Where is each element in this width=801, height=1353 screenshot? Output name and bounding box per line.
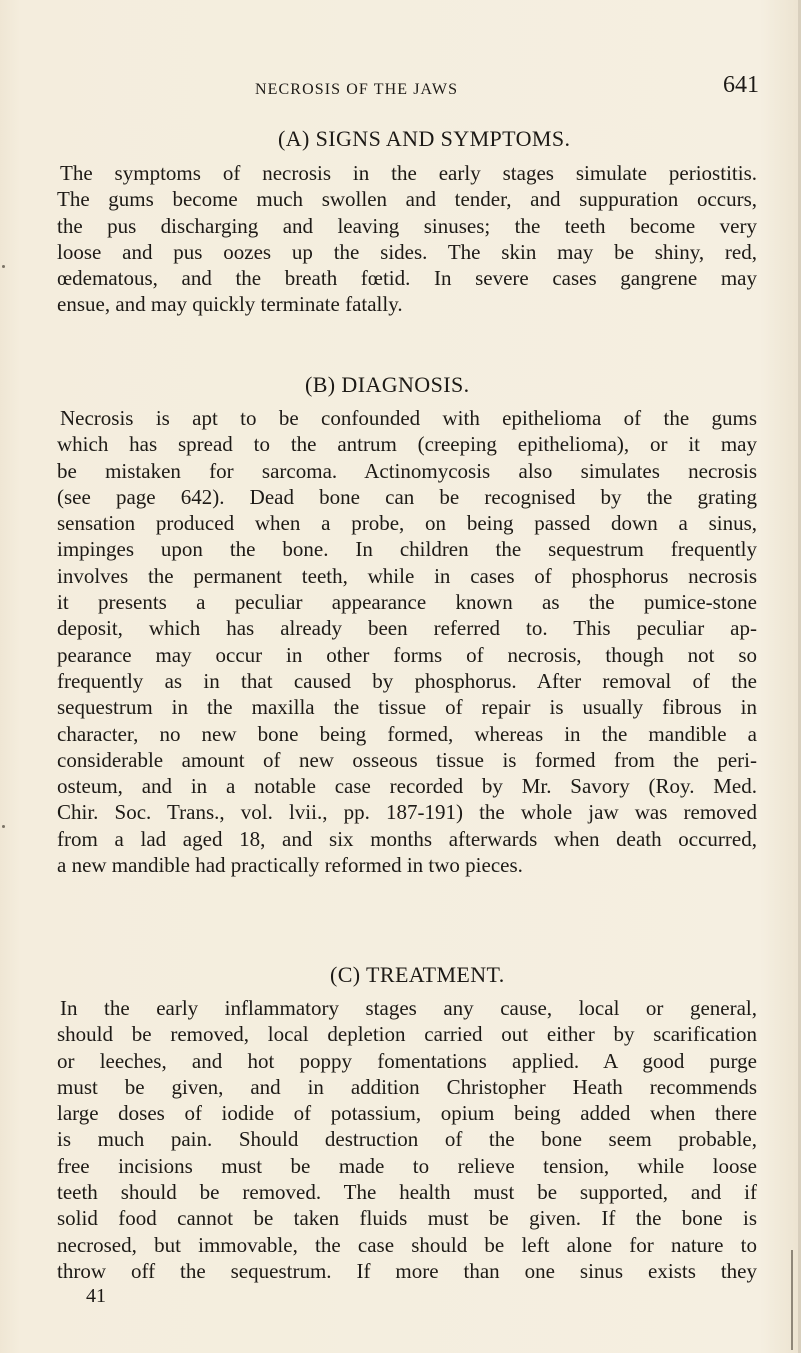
text-line: is much pain. Should destruction of the bone seem probable,: [57, 1127, 757, 1152]
text-line: or leeches, and hot poppy fomentations applied. A good purge: [57, 1048, 757, 1073]
binding-mark: [791, 1250, 793, 1350]
text-line: large doses of iodide of potassium, opium being added when there: [57, 1101, 757, 1126]
paragraph-treatment: [57, 995, 757, 1284]
text-line: Necrosis is apt to be confounded with epithelioma of the gums: [60, 406, 757, 430]
text-line: solid food cannot be taken fluids must be given. If the bone is: [57, 1206, 757, 1231]
text-line: it presents a peculiar appearance known as the pumice-stone: [57, 590, 757, 615]
section-heading-diagnosis: (B) DIAGNOSIS.: [305, 372, 470, 397]
text-line: impinges upon the bone. In children the sequestrum frequently: [57, 537, 757, 562]
text-line: osteum, and in a notable case recorded by Mr. Savory (Roy. Med.: [57, 774, 757, 799]
section-heading-treatment: (C) TREATMENT.: [330, 962, 505, 987]
text-line: deposit, which has already been referred to. This peculiar ap-: [57, 616, 757, 641]
text-line: considerable amount of new osseous tissue is formed from the peri-: [57, 747, 757, 772]
text-line: Chir. Soc. Trans., vol. lvii., pp. 187-191) the whole jaw was removed: [57, 800, 757, 825]
text-line: from a lad aged 18, and six months afterwards when death occurred,: [57, 826, 757, 851]
paragraph-signs-symptoms: [57, 160, 757, 318]
section-heading-signs-symptoms: (A) SIGNS AND SYMPTOMS.: [278, 126, 571, 151]
text-line: must be given, and in addition Christopher Heath recommends: [57, 1074, 757, 1099]
edge-spot: [2, 825, 5, 828]
running-head: NECROSIS OF THE JAWS: [255, 81, 459, 98]
text-line: throw off the sequestrum. If more than one sinus exists they: [57, 1258, 757, 1283]
text-line: The gums become much swollen and tender, and suppuration occurs,: [57, 187, 757, 212]
text-line: should be removed, local depletion carried out either by scarification: [57, 1022, 757, 1047]
text-line: be mistaken for sarcoma. Actinomycosis also simulates necrosis: [57, 458, 757, 483]
signature-mark: 41: [86, 1285, 106, 1307]
text-line: sequestrum in the maxilla the tissue of repair is usually fibrous in: [57, 695, 757, 720]
text-line: sensation produced when a probe, on being passed down a sinus,: [57, 511, 757, 536]
text-line: teeth should be removed. The health must be supported, and if: [57, 1180, 757, 1205]
text-line: the pus discharging and leaving sinuses; the teeth become very: [57, 213, 757, 238]
text-line: ensue, and may quickly terminate fatally.: [57, 292, 403, 317]
text-line: pearance may occur in other forms of necrosis, though not so: [57, 642, 757, 667]
text-line: free incisions must be made to relieve tension, while loose: [57, 1153, 757, 1178]
text-line: involves the permanent teeth, while in cases of phosphorus necrosis: [57, 563, 757, 588]
text-line: necrosed, but immovable, the case should be left alone for nature to: [57, 1232, 757, 1257]
text-line: In the early inflammatory stages any cause, local or general,: [60, 996, 757, 1020]
text-line: a new mandible had practically reformed in two pieces.: [57, 853, 523, 878]
text-line: frequently as in that caused by phosphorus. After removal of the: [57, 668, 757, 693]
text-line: œdematous, and the breath fœtid. In severe cases gangrene may: [57, 266, 757, 291]
page-number: 641: [723, 72, 759, 98]
text-line: loose and pus oozes up the sides. The skin may be shiny, red,: [57, 239, 757, 264]
edge-spot: [2, 265, 5, 268]
text-line: which has spread to the antrum (creeping epithelioma), or it may: [57, 432, 757, 457]
paragraph-diagnosis: [57, 405, 757, 878]
text-line: (see page 642). Dead bone can be recognised by the grating: [57, 484, 757, 509]
text-line: character, no new bone being formed, whereas in the mandible a: [57, 721, 757, 746]
text-line: The symptoms of necrosis in the early stages simulate periostitis.: [60, 161, 757, 185]
